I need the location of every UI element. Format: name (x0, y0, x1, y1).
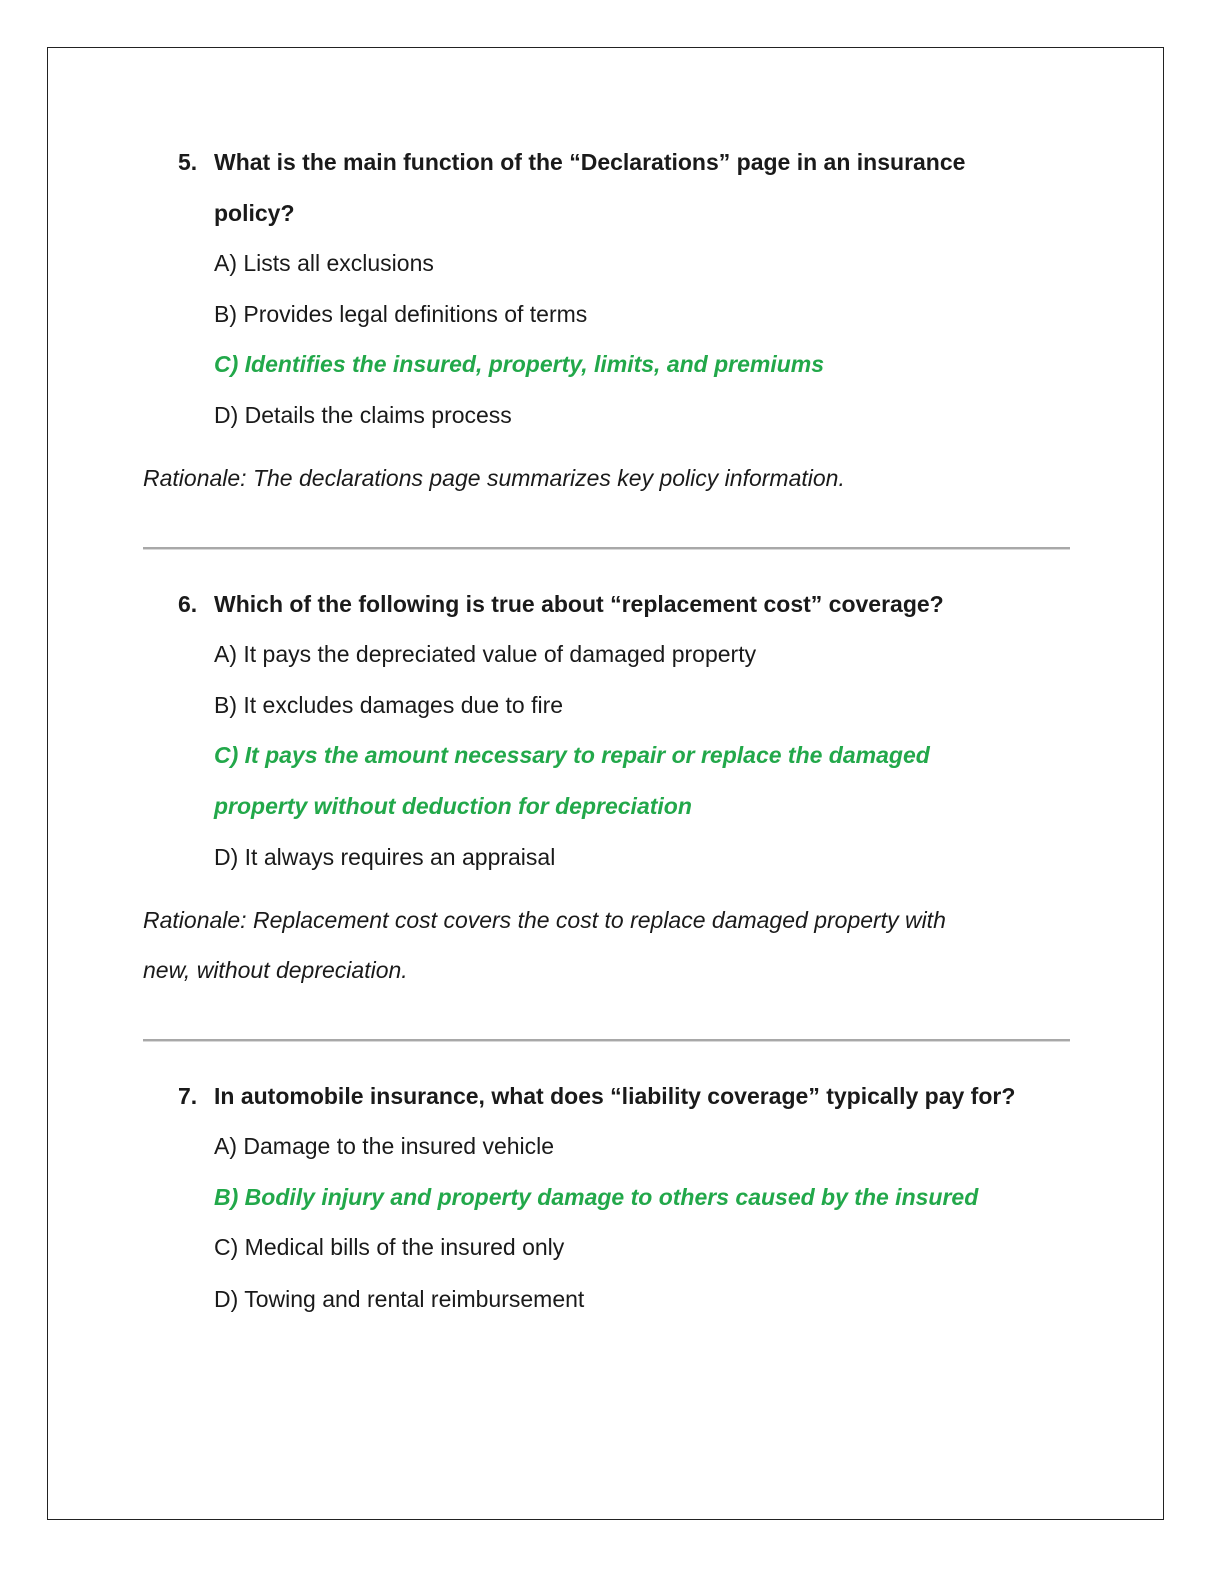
answer-option: B) Provides legal definitions of terms (214, 301, 588, 327)
answer-option: A) Damage to the insured vehicle (214, 1133, 555, 1159)
answer-option: D) Details the claims process (214, 402, 512, 428)
question-stem: policy? (214, 200, 295, 226)
correct-answer-option: C) It pays the amount necessary to repair or replace the damaged (214, 742, 930, 768)
answer-option: A) It pays the depreciated value of damaged property (214, 641, 757, 667)
answer-option: B) It excludes damages due to fire (214, 692, 564, 718)
question-stem: Which of the following is true about “replacement cost” coverage? (214, 591, 944, 617)
answer-option: A) Lists all exclusions (214, 250, 434, 276)
rationale-text: Rationale: Replacement cost covers the cost to replace damaged property with (143, 907, 946, 933)
question-stem: In automobile insurance, what does “liability coverage” typically pay for? (214, 1083, 1016, 1109)
answer-option: C) Medical bills of the insured only (214, 1234, 565, 1260)
question-number: 5. (178, 149, 198, 175)
answer-option: D) Towing and rental reimbursement (214, 1286, 585, 1312)
question-number: 7. (178, 1083, 198, 1109)
question-stem: What is the main function of the “Declarations” page in an insurance (214, 149, 966, 175)
answer-option: D) It always requires an appraisal (214, 844, 556, 870)
correct-answer-option: C) Identifies the insured, property, limits, and premiums (214, 351, 825, 377)
correct-answer-option: property without deduction for depreciation (214, 793, 692, 819)
question-number: 6. (178, 591, 198, 617)
rationale-text: Rationale: The declarations page summarizes key policy information. (143, 465, 845, 491)
section-divider (143, 547, 1070, 549)
rationale-text: new, without depreciation. (143, 957, 408, 983)
correct-answer-option: B) Bodily injury and property damage to others caused by the insured (214, 1184, 979, 1210)
section-divider (143, 1039, 1070, 1041)
